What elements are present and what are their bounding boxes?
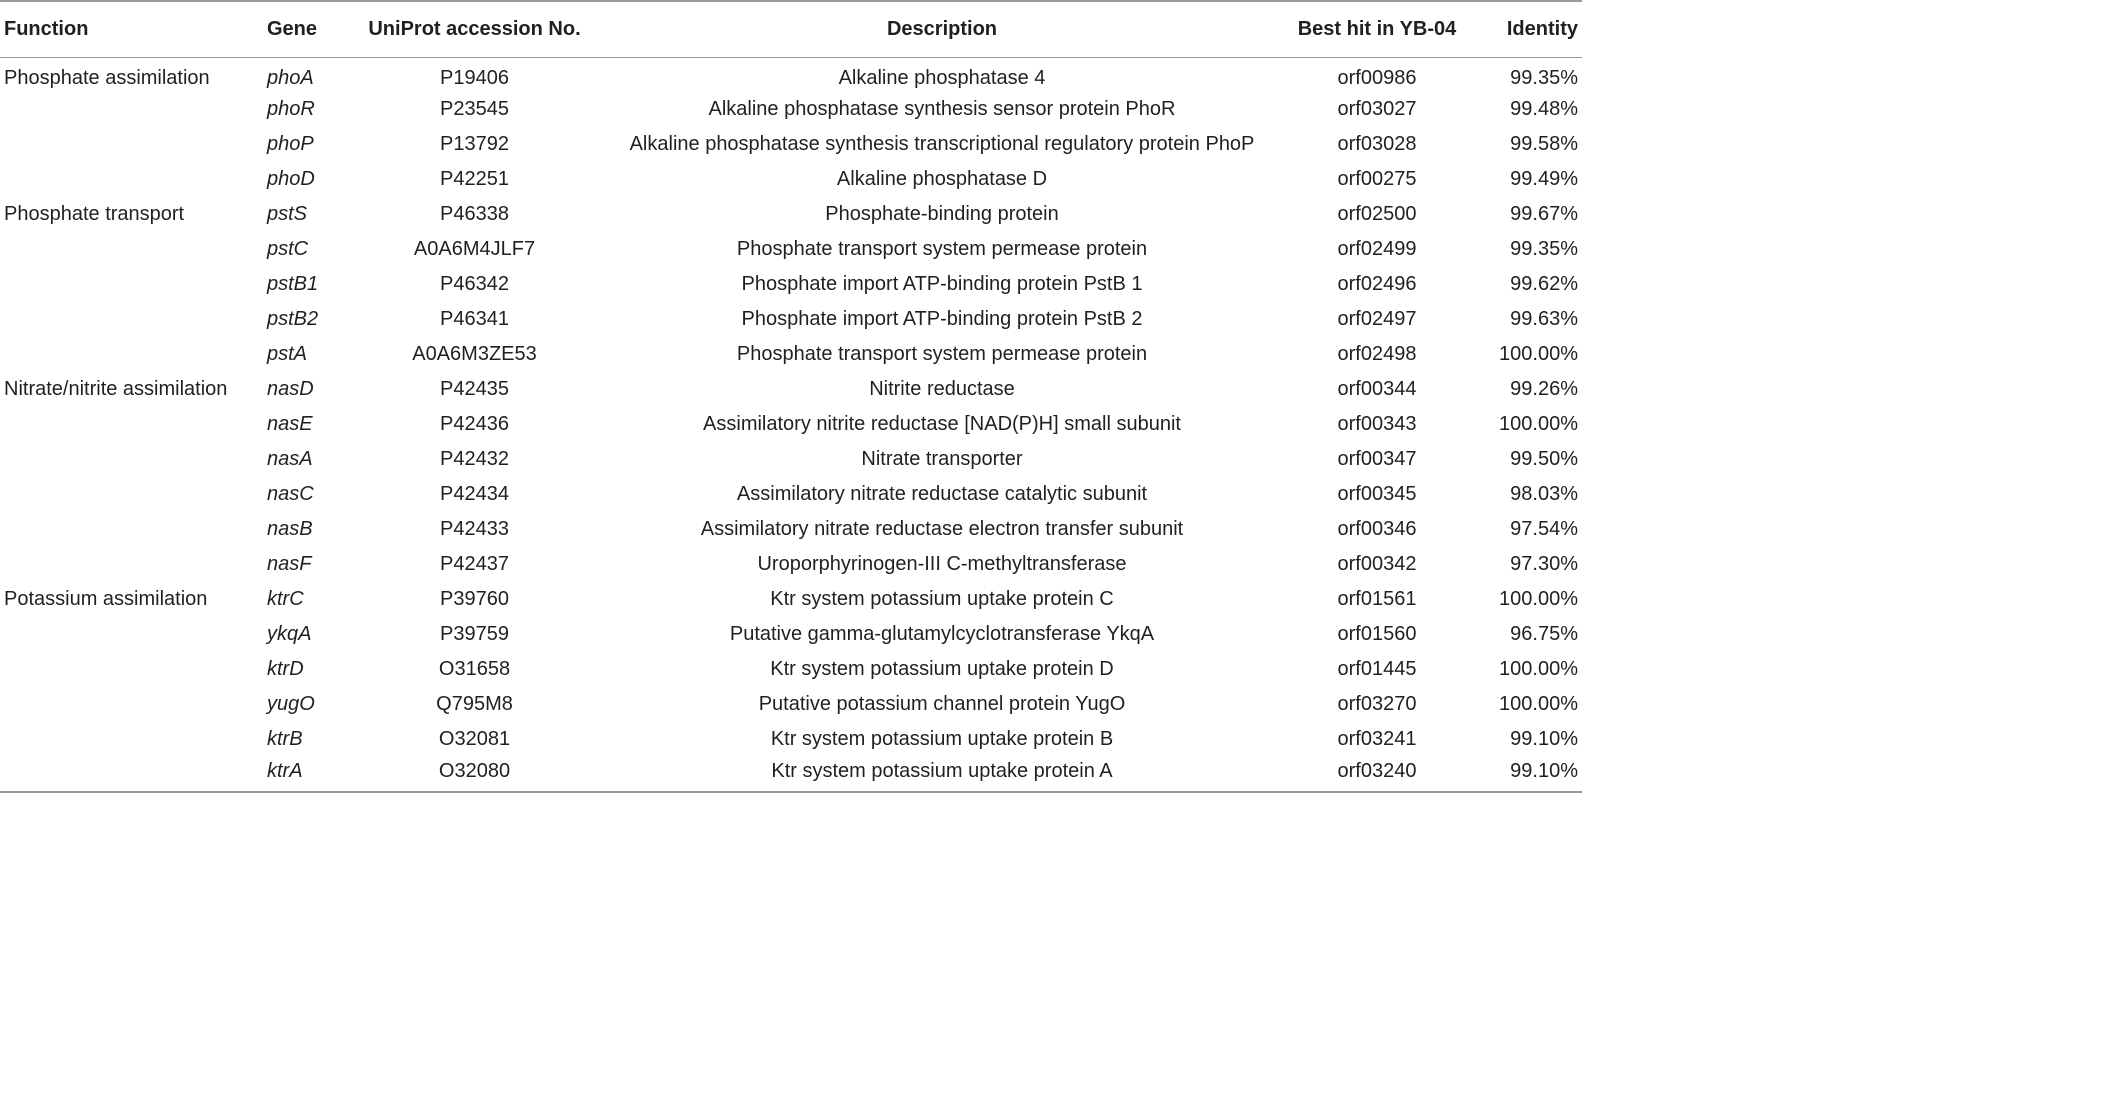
cell-accession: Q795M8 xyxy=(436,693,513,715)
header-gene: Gene xyxy=(259,1,342,57)
header-accession: UniProt accession No. xyxy=(342,1,607,57)
cell-identity: 100.00% xyxy=(1499,658,1578,680)
cell-accession: P42436 xyxy=(440,413,509,435)
cell-identity: 99.62% xyxy=(1510,273,1578,295)
cell-description: Alkaline phosphatase synthesis sensor protein PhoR xyxy=(708,98,1176,120)
cell-identity: 98.03% xyxy=(1510,483,1578,505)
cell-function: Nitrate/nitrite assimilation xyxy=(4,378,228,400)
cell-gene: nasE xyxy=(267,413,313,435)
cell-accession: P19406 xyxy=(440,67,509,90)
table-row xyxy=(0,547,1582,582)
cell-identity: 99.10% xyxy=(1510,728,1578,750)
cell-description: Ktr system potassium uptake protein B xyxy=(770,728,1114,750)
header-description: Description xyxy=(607,1,1277,57)
table-row xyxy=(0,687,1582,722)
table-row xyxy=(0,302,1582,337)
table-row xyxy=(0,722,1582,757)
cell-accession: P42251 xyxy=(440,168,509,190)
cell-function xyxy=(0,757,259,792)
cell-function xyxy=(0,407,259,442)
cell-gene: pstB1 xyxy=(267,273,319,295)
cell-best-hit: orf00344 xyxy=(1337,378,1417,400)
cell-gene: ktrA xyxy=(259,757,342,792)
cell-accession: P23545 xyxy=(440,98,509,120)
table-row xyxy=(0,442,1582,477)
table-row xyxy=(0,162,1582,197)
cell-best-hit: orf03241 xyxy=(1337,728,1417,750)
table-row xyxy=(0,652,1582,687)
cell-function xyxy=(0,722,259,757)
cell-function xyxy=(0,232,259,267)
cell-accession: P42435 xyxy=(440,378,509,400)
cell-gene: phoD xyxy=(267,168,315,190)
cell-function xyxy=(0,442,259,477)
header-function: Function xyxy=(0,1,259,57)
cell-description: Ktr system potassium uptake protein D xyxy=(770,658,1114,680)
cell-description: Ktr system potassium uptake protein A xyxy=(607,757,1277,792)
cell-identity: 99.48% xyxy=(1510,98,1578,120)
cell-function: Phosphate assimilation xyxy=(4,67,210,90)
cell-identity: 99.63% xyxy=(1510,308,1578,330)
cell-description: Phosphate transport system permease protein xyxy=(736,238,1148,260)
table-body xyxy=(0,57,1582,792)
cell-best-hit: orf00986 xyxy=(1337,67,1417,90)
cell-identity: 99.26% xyxy=(1510,378,1578,400)
cell-best-hit: orf03028 xyxy=(1337,133,1417,155)
cell-function xyxy=(0,267,259,302)
cell-identity: 100.00% xyxy=(1499,413,1578,435)
cell-function xyxy=(0,127,259,162)
cell-best-hit: orf03027 xyxy=(1337,98,1417,120)
cell-best-hit: orf00347 xyxy=(1337,448,1417,470)
table-row xyxy=(0,57,1582,92)
cell-accession: P46338 xyxy=(440,203,509,225)
cell-description: Assimilatory nitrate reductase catalytic subunit xyxy=(736,483,1148,505)
table-row xyxy=(0,197,1582,232)
cell-identity: 99.67% xyxy=(1510,203,1578,225)
cell-function xyxy=(0,512,259,547)
cell-gene: ktrC xyxy=(267,588,304,610)
cell-accession: A0A6M4JLF7 xyxy=(413,238,536,260)
cell-function xyxy=(0,652,259,687)
cell-best-hit: orf00345 xyxy=(1337,483,1417,505)
cell-gene: pstS xyxy=(267,203,308,225)
cell-function xyxy=(0,337,259,372)
cell-accession: P42432 xyxy=(440,448,509,470)
cell-identity: 99.50% xyxy=(1510,448,1578,470)
cell-accession: P46341 xyxy=(440,308,509,330)
cell-gene: pstC xyxy=(267,238,309,260)
cell-identity: 100.00% xyxy=(1499,693,1578,715)
cell-function xyxy=(0,617,259,652)
table-row xyxy=(0,617,1582,652)
cell-best-hit: orf01560 xyxy=(1337,623,1417,645)
cell-function: Phosphate transport xyxy=(4,203,185,225)
cell-best-hit: orf02498 xyxy=(1337,343,1417,365)
cell-gene: pstA xyxy=(267,343,308,365)
cell-best-hit: orf01445 xyxy=(1337,658,1417,680)
cell-description: Nitrite reductase xyxy=(869,378,1015,400)
cell-accession: P42434 xyxy=(440,483,509,505)
cell-gene: phoR xyxy=(267,98,315,120)
cell-identity: 97.30% xyxy=(1510,553,1578,575)
cell-description: Phosphate-binding protein xyxy=(825,203,1059,225)
cell-description: Alkaline phosphatase D xyxy=(836,168,1048,190)
cell-identity: 96.75% xyxy=(1510,623,1578,645)
cell-description: Phosphate transport system permease protein xyxy=(736,343,1148,365)
table-row xyxy=(0,127,1582,162)
cell-gene: ykqA xyxy=(267,623,312,645)
cell-accession: P13792 xyxy=(440,133,509,155)
table-header xyxy=(0,1,1582,57)
table-row xyxy=(0,232,1582,267)
cell-best-hit: orf02500 xyxy=(1337,203,1417,225)
cell-description: Ktr system potassium uptake protein C xyxy=(770,588,1114,610)
cell-identity: 97.54% xyxy=(1510,518,1578,540)
cell-identity: 99.35% xyxy=(1510,67,1578,90)
header-identity: Identity xyxy=(1477,1,1582,57)
cell-gene: nasD xyxy=(267,378,314,400)
table-row xyxy=(0,582,1582,617)
cell-accession: O31658 xyxy=(438,658,511,680)
cell-accession: P46342 xyxy=(440,273,509,295)
cell-best-hit: orf03240 xyxy=(1277,757,1477,792)
cell-identity: 100.00% xyxy=(1499,343,1578,365)
table-row xyxy=(0,757,1582,792)
table-row xyxy=(0,512,1582,547)
cell-accession: P42437 xyxy=(440,553,509,575)
cell-identity: 99.35% xyxy=(1510,238,1578,260)
cell-function xyxy=(0,477,259,512)
cell-function xyxy=(0,92,259,127)
cell-description: Putative gamma-glutamylcyclotransferase YkqA xyxy=(729,623,1155,645)
cell-best-hit: orf02497 xyxy=(1337,308,1417,330)
table-row xyxy=(0,337,1582,372)
cell-gene: nasF xyxy=(267,553,312,575)
cell-gene: nasB xyxy=(267,518,313,540)
cell-best-hit: orf02499 xyxy=(1337,238,1417,260)
cell-identity: 99.49% xyxy=(1510,168,1578,190)
cell-gene: yugO xyxy=(267,693,315,715)
cell-description: Alkaline phosphatase synthesis transcriptional regulatory protein PhoP xyxy=(629,133,1255,155)
table-row xyxy=(0,372,1582,407)
table-row xyxy=(0,267,1582,302)
cell-gene: nasA xyxy=(267,448,313,470)
cell-best-hit: orf01561 xyxy=(1337,588,1417,610)
cell-description: Nitrate transporter xyxy=(861,448,1023,470)
cell-accession: A0A6M3ZE53 xyxy=(412,343,537,365)
cell-description: Uroporphyrinogen-III C-methyltransferase xyxy=(757,553,1127,575)
header-best-hit: Best hit in YB-04 xyxy=(1277,1,1477,57)
cell-best-hit: orf00346 xyxy=(1337,518,1417,540)
cell-best-hit: orf00275 xyxy=(1337,168,1417,190)
cell-gene: ktrD xyxy=(267,658,304,680)
cell-accession: O32080 xyxy=(342,757,607,792)
table-row xyxy=(0,477,1582,512)
header-row xyxy=(0,1,1582,57)
cell-identity: 99.10% xyxy=(1477,757,1582,792)
cell-gene: pstB2 xyxy=(267,308,319,330)
cell-accession: P39760 xyxy=(440,588,509,610)
cell-description: Assimilatory nitrate reductase electron transfer subunit xyxy=(700,518,1184,540)
cell-description: Assimilatory nitrite reductase [NAD(P)H] small subunit xyxy=(703,413,1181,435)
cell-gene: phoP xyxy=(267,133,314,155)
cell-description: Alkaline phosphatase 4 xyxy=(838,67,1046,90)
cell-identity: 100.00% xyxy=(1499,588,1578,610)
cell-function xyxy=(0,162,259,197)
cell-function xyxy=(0,687,259,722)
cell-function: Potassium assimilation xyxy=(4,588,208,610)
cell-best-hit: orf00343 xyxy=(1337,413,1417,435)
cell-description: Phosphate import ATP-binding protein PstB 2 xyxy=(741,308,1143,330)
cell-function xyxy=(0,547,259,582)
cell-best-hit: orf03270 xyxy=(1337,693,1417,715)
cell-description: Putative potassium channel protein YugO xyxy=(758,693,1126,715)
cell-accession: P39759 xyxy=(440,623,509,645)
cell-best-hit: orf00342 xyxy=(1337,553,1417,575)
cell-best-hit: orf02496 xyxy=(1337,273,1417,295)
cell-function xyxy=(0,302,259,337)
cell-gene: nasC xyxy=(267,483,314,505)
table-row xyxy=(0,92,1582,127)
cell-accession: O32081 xyxy=(438,728,511,750)
cell-gene: phoA xyxy=(267,67,314,90)
cell-gene: ktrB xyxy=(267,728,303,750)
cell-description: Phosphate import ATP-binding protein PstB 1 xyxy=(741,273,1143,295)
cell-identity: 99.58% xyxy=(1510,133,1578,155)
table-row xyxy=(0,407,1582,442)
cell-accession: P42433 xyxy=(440,518,509,540)
